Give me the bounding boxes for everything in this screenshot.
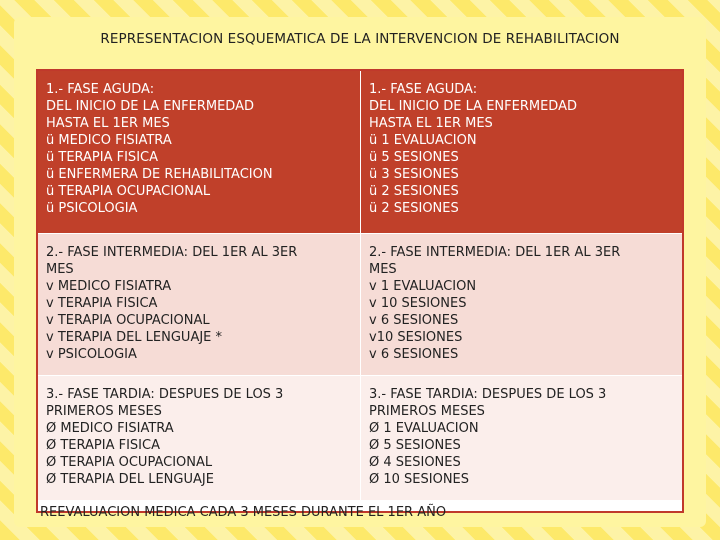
cell-line: DEL INICIO DE LA ENFERMEDAD bbox=[46, 99, 254, 114]
table-row-fase-intermedia bbox=[38, 233, 682, 375]
cell-line: 2.- FASE INTERMEDIA: DEL 1ER AL 3ER bbox=[369, 245, 621, 260]
cell-line: 1.- FASE AGUDA: bbox=[46, 82, 155, 97]
cell-line: PRIMEROS MESES bbox=[369, 404, 485, 419]
cell-line: ü TERAPIA OCUPACIONAL bbox=[46, 184, 211, 199]
cell-line: v MEDICO FISIATRA bbox=[46, 279, 172, 294]
cell-line: v 1 EVALUACION bbox=[369, 279, 477, 294]
cell-right bbox=[360, 376, 682, 500]
cell-line: Ø TERAPIA DEL LENGUAJE bbox=[46, 472, 214, 487]
cell-line: ü 2 SESIONES bbox=[369, 201, 459, 216]
cell-line: ü PSICOLOGIA bbox=[46, 201, 138, 216]
cell-line: v 6 SESIONES bbox=[369, 347, 459, 362]
cell-left bbox=[38, 71, 360, 233]
cell-line: v 10 SESIONES bbox=[369, 296, 467, 311]
slide bbox=[14, 17, 706, 527]
cell-line: v10 SESIONES bbox=[369, 330, 463, 345]
cell-line: DEL INICIO DE LA ENFERMEDAD bbox=[369, 99, 577, 114]
cell-line: ü 2 SESIONES bbox=[369, 184, 459, 199]
cell-line: Ø 1 EVALUACION bbox=[369, 421, 479, 436]
cell-line: v TERAPIA DEL LENGUAJE * bbox=[46, 330, 223, 345]
cell-line: v TERAPIA OCUPACIONAL bbox=[46, 313, 210, 328]
cell-line: MES bbox=[369, 262, 397, 277]
cell-line: Ø MEDICO FISIATRA bbox=[46, 421, 174, 436]
cell-line: v TERAPIA FISICA bbox=[46, 296, 158, 311]
cell-right bbox=[360, 71, 682, 233]
cell-line: v 6 SESIONES bbox=[369, 313, 459, 328]
cell-line: ü ENFERMERA DE REHABILITACION bbox=[46, 167, 273, 182]
cell-line: v PSICOLOGIA bbox=[46, 347, 137, 362]
cell-line: PRIMEROS MESES bbox=[46, 404, 162, 419]
cell-line: 3.- FASE TARDIA: DESPUES DE LOS 3 bbox=[369, 387, 607, 402]
rehab-table bbox=[36, 69, 684, 513]
cell-line: ü MEDICO FISIATRA bbox=[46, 133, 172, 148]
cell-line: Ø 4 SESIONES bbox=[369, 455, 461, 470]
page-title: REPRESENTACION ESQUEMATICA DE LA INTERVENCION DE REHABILITACION bbox=[100, 31, 620, 47]
cell-left bbox=[38, 376, 360, 500]
cell-line: HASTA EL 1ER MES bbox=[369, 116, 493, 131]
cell-line: Ø 10 SESIONES bbox=[369, 472, 470, 487]
cell-line: 2.- FASE INTERMEDIA: DEL 1ER AL 3ER bbox=[46, 245, 298, 260]
table-row-fase-tardia bbox=[38, 375, 682, 500]
cell-line: ü 1 EVALUACION bbox=[369, 133, 477, 148]
cell-right bbox=[360, 234, 682, 375]
cell-line: MES bbox=[46, 262, 74, 277]
cell-left bbox=[38, 234, 360, 375]
cell-line: Ø TERAPIA OCUPACIONAL bbox=[46, 455, 213, 470]
cell-line: ü 5 SESIONES bbox=[369, 150, 459, 165]
cell-line: Ø 5 SESIONES bbox=[369, 438, 461, 453]
footer-note: REEVALUACION MEDICA CADA 3 MESES DURANTE EL 1ER AÑO bbox=[40, 505, 447, 520]
table-row-fase-aguda bbox=[38, 71, 682, 233]
cell-line: 1.- FASE AGUDA: bbox=[369, 82, 478, 97]
cell-line: Ø TERAPIA FISICA bbox=[46, 438, 160, 453]
cell-line: ü 3 SESIONES bbox=[369, 167, 459, 182]
cell-line: ü TERAPIA FISICA bbox=[46, 150, 158, 165]
cell-line: HASTA EL 1ER MES bbox=[46, 116, 170, 131]
cell-line: 3.- FASE TARDIA: DESPUES DE LOS 3 bbox=[46, 387, 284, 402]
